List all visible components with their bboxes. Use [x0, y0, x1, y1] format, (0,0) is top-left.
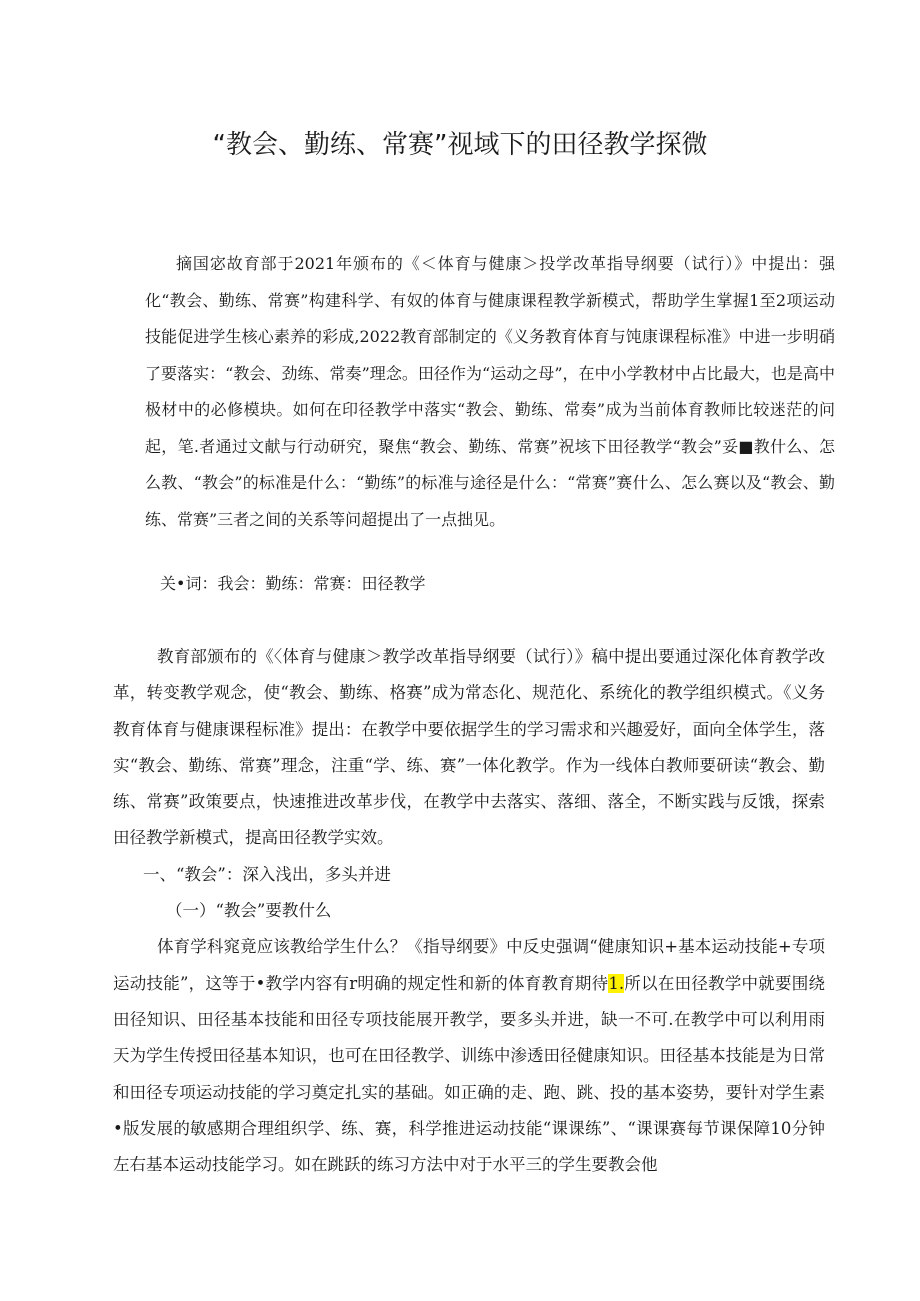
document-title: “教会、勤练、常赛”视域下的田径教学探微 — [212, 130, 708, 160]
keywords-line: 关•词：我会：勤练：常赛：田径教学 — [160, 574, 426, 593]
intro-paragraph: 教育部颁布的《〈体育与健康＞教学改革指导纲要（试行）》稿中提出要通过深化体育教学改革，转变教学观念，使“教会、勤练、格赛”成为常态化、规范化、系统化的教学组织模式。《义务教育体育与健康课程标准》提出：在教学中要依据学生的学习需求和兴趣爱好，面向全体学生，落实“教会、勤练、常赛”理念，注重“学、练、赛”一体化教学。作为一线体白教师要研读“教会、勤练、常赛”政策要点，快速推进改革步伐，在教学中去落实、落细、落全，不断实践与反饿，探索田径教学新模式，提高田径教学实效。 — [113, 647, 825, 848]
highlighted-reference: 1. — [608, 973, 625, 993]
body-section — [113, 639, 825, 1183]
body-paragraph-part1: 体育学科窕竟应该教给学生什么？《指导纲要》中反史强调“健康知识+基本运动技能+专项运动技能”，这等于•教学内容有r明确的规定性和新的体育教育期待 — [113, 937, 825, 993]
body-paragraph-part2: 所以在田径教学中就要围绕田径知识、田径基本技能和田径专项技能展开教学，要多头并进，缺一不可.在教学中可以利用雨天为学生传授田径基本知识，也可在田径教学、训练中渗透田径健康知识。田径基本技能是为日常和田径专项运动技能的学习奠定扎实的基础。如正确的走、跑、跳、投的基本姿势，要针对学生素•版发展的敏感期合理组织学、练、赛，科学推进运动技能“课课练”、“课课赛每节课保障10分钟左右基本运动技能学习。如在跳跃的练习方法中对于水平三的学生要教会他 — [113, 973, 825, 1175]
abstract-paragraph: 摘国宓故育部于2021年颁布的《＜体育与健康＞投学改革指导纲要（试行）》中提出：强化“教会、勤练、常赛”构建科学、有奴的体育与健康课程教学新模式，帮助学生掌握1至2项运动技能促进学生核心素养的彩成,2022教育部制定的《义务教育体育与饨康课程标准》中进一步明硝了要落实：“教会、劲练、常奏”理念。田径作为“运动之母”，在中小学教材中占比最大，也是高中极材中的必修模块。如何在印径教学中落实“教会、勤练、常奏”成为当前体育教师比较迷茫的问起，笔.者通过文献与行动研究，聚焦“教会、勤练、常赛”祝垓下田径教学“教会”妥■教什么、怎么教、“教会”的标准是什么：“勤练”的标准与途径是什么：“常赛”赛什么、怎么赛以及“教会、勤练、常赛”三者之间的关系等问超提出了一点拙见。 — [145, 254, 835, 529]
section-heading: 一、“教会”：深入浅出，多头并进 — [143, 864, 391, 884]
subsection-heading: （一）“教会”要教什么 — [166, 901, 332, 921]
body-paragraph — [113, 929, 825, 1183]
abstract-section — [145, 246, 835, 538]
